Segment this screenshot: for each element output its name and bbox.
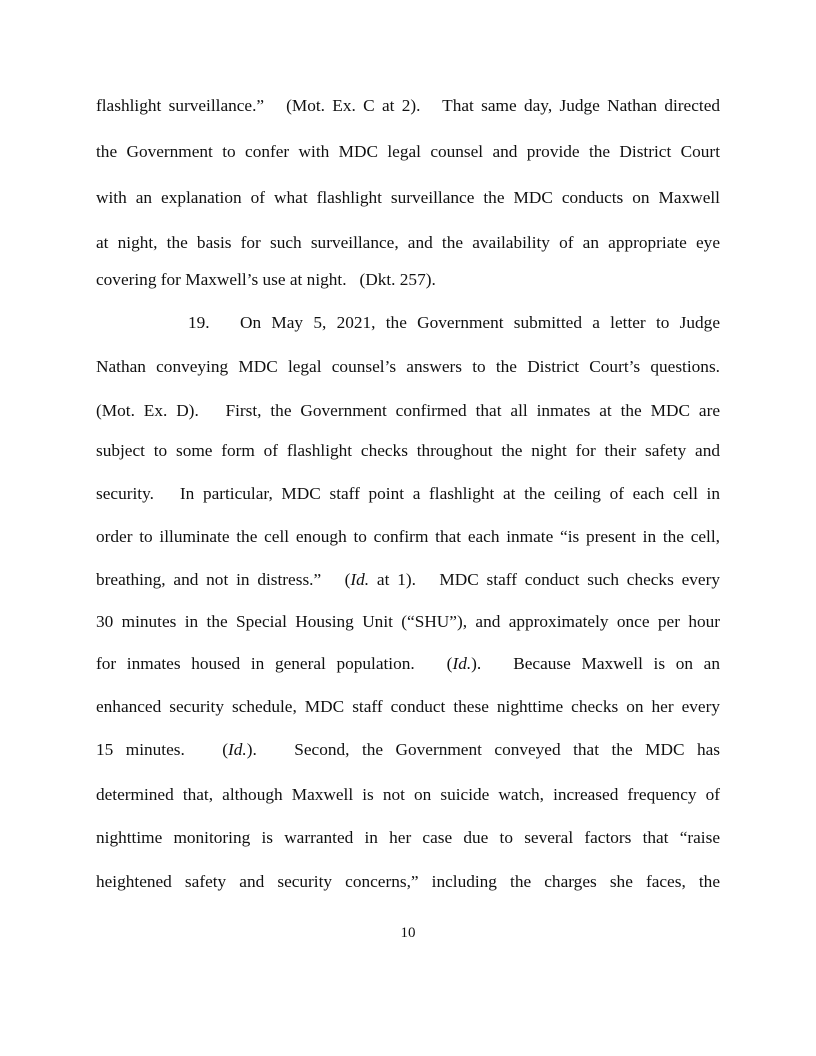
text-line bbox=[96, 527, 720, 547]
text-line bbox=[96, 872, 720, 892]
text-line bbox=[96, 654, 720, 674]
citation-italic: Id. bbox=[228, 740, 247, 759]
text-segment: 30 minutes in the Special Housing Unit (“SHU”), and approximately once per hour bbox=[96, 612, 720, 631]
text-segment: 15 minutes. ( bbox=[96, 740, 229, 759]
text-segment: at 1). MDC staff conduct such checks every bbox=[369, 570, 720, 589]
text-segment: the Government to confer with MDC legal counsel and provide the District Court bbox=[96, 142, 720, 161]
text-segment: heightened safety and security concerns,” including the charges she faces, the bbox=[96, 872, 720, 891]
text-line bbox=[96, 401, 720, 421]
text-line bbox=[96, 484, 720, 504]
text-line bbox=[96, 96, 720, 116]
text-segment: flashlight surveillance.” (Mot. Ex. C at 2). That same day, Judge Nathan directed bbox=[96, 96, 720, 115]
text-line bbox=[96, 233, 720, 253]
text-line bbox=[96, 270, 720, 290]
text-line bbox=[96, 828, 720, 848]
text-segment: ). Second, the Government conveyed that the MDC has bbox=[246, 740, 720, 759]
text-line bbox=[96, 188, 720, 208]
text-line bbox=[96, 142, 720, 162]
text-line bbox=[96, 785, 720, 805]
text-segment: breathing, and not in distress.” ( bbox=[96, 570, 351, 589]
page-number: 10 bbox=[400, 925, 416, 941]
text-line bbox=[96, 570, 720, 590]
text-segment: determined that, although Maxwell is not on suicide watch, increased frequency of bbox=[96, 785, 720, 804]
text-segment: ). Because Maxwell is on an bbox=[471, 654, 720, 673]
text-segment: (Mot. Ex. D). First, the Government confirmed that all inmates at the MDC are bbox=[96, 401, 720, 420]
text-line bbox=[96, 740, 720, 760]
text-segment: Nathan conveying MDC legal counsel’s answers to the District Court’s questions. bbox=[96, 357, 720, 376]
text-segment: covering for Maxwell’s use at night. (Dkt. 257). bbox=[96, 270, 436, 289]
text-line bbox=[96, 612, 720, 632]
text-segment: security. In particular, MDC staff point a flashlight at the ceiling of each cell in bbox=[96, 484, 720, 503]
text-line bbox=[188, 313, 720, 333]
text-line bbox=[96, 357, 720, 377]
text-segment: at night, the basis for such surveillance, and the availability of an appropriate eye bbox=[96, 233, 720, 252]
text-segment: enhanced security schedule, MDC staff conduct these nighttime checks on her every bbox=[96, 697, 720, 716]
text-segment: for inmates housed in general population. ( bbox=[96, 654, 453, 673]
text-segment: with an explanation of what flashlight surveillance the MDC conducts on Maxwell bbox=[96, 188, 720, 207]
citation-italic: Id. bbox=[452, 654, 472, 673]
text-segment: nighttime monitoring is warranted in her case due to several factors that “raise bbox=[96, 828, 720, 847]
text-segment: order to illuminate the cell enough to confirm that each inmate “is present in the cell, bbox=[96, 527, 720, 546]
paragraph-number: 19. bbox=[188, 313, 210, 332]
text-segment: subject to some form of flashlight checks throughout the night for their safety and bbox=[96, 441, 720, 460]
text-line bbox=[96, 441, 720, 461]
citation-italic: Id. bbox=[350, 570, 370, 589]
text-line bbox=[96, 697, 720, 717]
text-segment: On May 5, 2021, the Government submitted a letter to Judge bbox=[240, 313, 720, 332]
